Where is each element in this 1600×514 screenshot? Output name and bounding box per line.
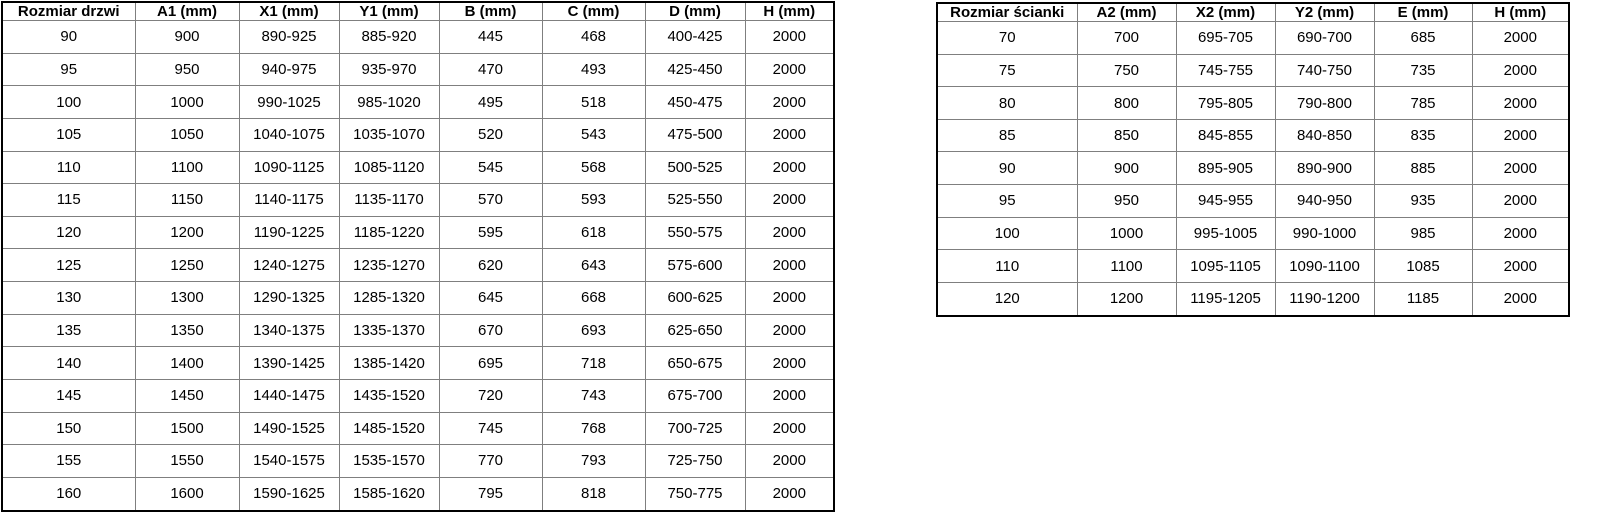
- table-cell: 695-705: [1176, 22, 1275, 55]
- table-cell: 790-800: [1275, 87, 1374, 120]
- table-cell: 895-905: [1176, 152, 1275, 185]
- table-cell: 2000: [745, 347, 834, 380]
- table-cell: 745-755: [1176, 54, 1275, 87]
- table-cell: 950: [1077, 185, 1176, 218]
- table-cell: 115: [2, 184, 135, 217]
- table-cell: 2000: [1472, 152, 1569, 185]
- table-row: [2, 282, 834, 315]
- table-cell: 85: [937, 119, 1077, 152]
- table-cell: 668: [542, 282, 645, 315]
- table-cell: 643: [542, 249, 645, 282]
- table-cell: 575-600: [645, 249, 745, 282]
- table-cell: 80: [937, 87, 1077, 120]
- table-cell: 750: [1077, 54, 1176, 87]
- table-cell: 2000: [1472, 250, 1569, 283]
- table-row: [2, 412, 834, 445]
- table-cell: 1485-1520: [339, 412, 439, 445]
- table-row: [937, 185, 1569, 218]
- table-row: [2, 216, 834, 249]
- table-cell: 935: [1374, 185, 1472, 218]
- table-cell: 500-525: [645, 151, 745, 184]
- table-cell: 1140-1175: [239, 184, 339, 217]
- table-cell: 1490-1525: [239, 412, 339, 445]
- table-row: [2, 347, 834, 380]
- table-cell: 475-500: [645, 118, 745, 151]
- table-cell: 940-950: [1275, 185, 1374, 218]
- table-cell: 1240-1275: [239, 249, 339, 282]
- table-row: [2, 379, 834, 412]
- table-cell: 445: [439, 21, 542, 54]
- table-cell: 543: [542, 118, 645, 151]
- table-cell: 1185-1220: [339, 216, 439, 249]
- table-cell: 1235-1270: [339, 249, 439, 282]
- table-cell: 2000: [745, 184, 834, 217]
- table-cell: 1400: [135, 347, 239, 380]
- table-cell: 2000: [1472, 217, 1569, 250]
- table-cell: 793: [542, 445, 645, 478]
- table-cell: 1340-1375: [239, 314, 339, 347]
- table-cell: 800: [1077, 87, 1176, 120]
- table-cell: 100: [937, 217, 1077, 250]
- table-row: [2, 477, 834, 511]
- column-header: Y1 (mm): [339, 2, 439, 21]
- table-cell: 75: [937, 54, 1077, 87]
- table-cell: 1200: [135, 216, 239, 249]
- column-header: A1 (mm): [135, 2, 239, 21]
- table-cell: 1085: [1374, 250, 1472, 283]
- table-cell: 1350: [135, 314, 239, 347]
- table-row: [937, 119, 1569, 152]
- table-cell: 1195-1205: [1176, 282, 1275, 316]
- header-row: [2, 2, 834, 21]
- table-cell: 2000: [745, 282, 834, 315]
- table-cell: 840-850: [1275, 119, 1374, 152]
- table-cell: 745: [439, 412, 542, 445]
- table-cell: 1200: [1077, 282, 1176, 316]
- table-cell: 618: [542, 216, 645, 249]
- table-cell: 150: [2, 412, 135, 445]
- table-cell: 1000: [1077, 217, 1176, 250]
- table-cell: 835: [1374, 119, 1472, 152]
- table-cell: 1000: [135, 86, 239, 119]
- wall-sizes-table: [936, 2, 1570, 317]
- table-cell: 1185: [1374, 282, 1472, 316]
- column-header: B (mm): [439, 2, 542, 21]
- table-cell: 2000: [745, 86, 834, 119]
- table-cell: 890-900: [1275, 152, 1374, 185]
- table-cell: 990-1025: [239, 86, 339, 119]
- table-cell: 620: [439, 249, 542, 282]
- column-header: H (mm): [1472, 3, 1569, 22]
- table-cell: 2000: [745, 118, 834, 151]
- table-cell: 495: [439, 86, 542, 119]
- table-row: [937, 152, 1569, 185]
- table-cell: 743: [542, 379, 645, 412]
- table-cell: 1050: [135, 118, 239, 151]
- table-row: [937, 282, 1569, 316]
- table-cell: 135: [2, 314, 135, 347]
- table-cell: 1585-1620: [339, 477, 439, 511]
- table-row: [937, 54, 1569, 87]
- column-header: C (mm): [542, 2, 645, 21]
- table-cell: 595: [439, 216, 542, 249]
- table-cell: 1600: [135, 477, 239, 511]
- table-cell: 130: [2, 282, 135, 315]
- table-cell: 550-575: [645, 216, 745, 249]
- table-cell: 568: [542, 151, 645, 184]
- table-cell: 1100: [135, 151, 239, 184]
- table-cell: 100: [2, 86, 135, 119]
- table-cell: 990-1000: [1275, 217, 1374, 250]
- column-header: D (mm): [645, 2, 745, 21]
- table-cell: 770: [439, 445, 542, 478]
- table-cell: 2000: [1472, 54, 1569, 87]
- table-cell: 570: [439, 184, 542, 217]
- table-cell: 940-975: [239, 53, 339, 86]
- table-cell: 675-700: [645, 379, 745, 412]
- column-header: Rozmiar drzwi: [2, 2, 135, 21]
- table-cell: 720: [439, 379, 542, 412]
- column-header: X1 (mm): [239, 2, 339, 21]
- table-row: [2, 53, 834, 86]
- door-table-body: [2, 21, 834, 512]
- table-cell: 140: [2, 347, 135, 380]
- table-cell: 160: [2, 477, 135, 511]
- table-cell: 1450: [135, 379, 239, 412]
- column-header: E (mm): [1374, 3, 1472, 22]
- table-cell: 2000: [745, 249, 834, 282]
- table-cell: 600-625: [645, 282, 745, 315]
- table-cell: 1500: [135, 412, 239, 445]
- header-row: [937, 3, 1569, 22]
- table-cell: 545: [439, 151, 542, 184]
- table-cell: 90: [2, 21, 135, 54]
- table-cell: 645: [439, 282, 542, 315]
- table-cell: 695: [439, 347, 542, 380]
- table-cell: 593: [542, 184, 645, 217]
- table-cell: 1190-1200: [1275, 282, 1374, 316]
- table-cell: 795: [439, 477, 542, 511]
- table-row: [2, 249, 834, 282]
- table-cell: 950: [135, 53, 239, 86]
- table-row: [937, 22, 1569, 55]
- table-cell: 1085-1120: [339, 151, 439, 184]
- table-cell: 525-550: [645, 184, 745, 217]
- table-cell: 768: [542, 412, 645, 445]
- table-row: [2, 184, 834, 217]
- table-cell: 450-475: [645, 86, 745, 119]
- table-cell: 120: [937, 282, 1077, 316]
- table-cell: 70: [937, 22, 1077, 55]
- table-cell: 650-675: [645, 347, 745, 380]
- column-header: H (mm): [745, 2, 834, 21]
- column-header: Rozmiar ścianki: [937, 3, 1077, 22]
- table-row: [937, 250, 1569, 283]
- table-cell: 1135-1170: [339, 184, 439, 217]
- table-cell: 625-650: [645, 314, 745, 347]
- table-cell: 2000: [745, 151, 834, 184]
- table-cell: 110: [937, 250, 1077, 283]
- table-cell: 400-425: [645, 21, 745, 54]
- table-cell: 945-955: [1176, 185, 1275, 218]
- table-cell: 1290-1325: [239, 282, 339, 315]
- table-cell: 885: [1374, 152, 1472, 185]
- column-header: X2 (mm): [1176, 3, 1275, 22]
- table-cell: 785: [1374, 87, 1472, 120]
- table-cell: 2000: [745, 412, 834, 445]
- table-cell: 2000: [745, 53, 834, 86]
- table-cell: 985-1020: [339, 86, 439, 119]
- table-cell: 145: [2, 379, 135, 412]
- table-cell: 1540-1575: [239, 445, 339, 478]
- table-cell: 750-775: [645, 477, 745, 511]
- table-cell: 1435-1520: [339, 379, 439, 412]
- table-cell: 2000: [1472, 185, 1569, 218]
- table-cell: 1335-1370: [339, 314, 439, 347]
- table-cell: 1035-1070: [339, 118, 439, 151]
- table-cell: 155: [2, 445, 135, 478]
- table-cell: 2000: [745, 216, 834, 249]
- table-cell: 2000: [745, 477, 834, 511]
- table-cell: 795-805: [1176, 87, 1275, 120]
- table-cell: 2000: [1472, 282, 1569, 316]
- table-cell: 1090-1125: [239, 151, 339, 184]
- door-sizes-table: [1, 1, 835, 512]
- table-row: [2, 445, 834, 478]
- table-cell: 850: [1077, 119, 1176, 152]
- table-cell: 105: [2, 118, 135, 151]
- table-cell: 1550: [135, 445, 239, 478]
- door-table-header: [2, 2, 834, 21]
- wall-table-body: [937, 22, 1569, 317]
- table-cell: 1090-1100: [1275, 250, 1374, 283]
- table-cell: 110: [2, 151, 135, 184]
- table-cell: 900: [1077, 152, 1176, 185]
- table-cell: 740-750: [1275, 54, 1374, 87]
- table-cell: 818: [542, 477, 645, 511]
- table-cell: 425-450: [645, 53, 745, 86]
- wall-table-header: [937, 3, 1569, 22]
- table-cell: 2000: [745, 21, 834, 54]
- table-cell: 1535-1570: [339, 445, 439, 478]
- table-cell: 2000: [745, 314, 834, 347]
- table-cell: 520: [439, 118, 542, 151]
- table-cell: 985: [1374, 217, 1472, 250]
- table-cell: 1095-1105: [1176, 250, 1275, 283]
- table-cell: 2000: [745, 379, 834, 412]
- table-cell: 693: [542, 314, 645, 347]
- table-row: [2, 314, 834, 347]
- table-cell: 1190-1225: [239, 216, 339, 249]
- table-cell: 735: [1374, 54, 1472, 87]
- table-cell: 670: [439, 314, 542, 347]
- table-row: [937, 217, 1569, 250]
- table-cell: 2000: [1472, 119, 1569, 152]
- table-cell: 890-925: [239, 21, 339, 54]
- table-cell: 685: [1374, 22, 1472, 55]
- table-cell: 725-750: [645, 445, 745, 478]
- table-cell: 2000: [1472, 22, 1569, 55]
- table-cell: 95: [937, 185, 1077, 218]
- table-cell: 1300: [135, 282, 239, 315]
- table-cell: 900: [135, 21, 239, 54]
- table-cell: 1100: [1077, 250, 1176, 283]
- column-header: Y2 (mm): [1275, 3, 1374, 22]
- table-cell: 700: [1077, 22, 1176, 55]
- table-row: [2, 118, 834, 151]
- table-cell: 95: [2, 53, 135, 86]
- table-cell: 1040-1075: [239, 118, 339, 151]
- column-header: A2 (mm): [1077, 3, 1176, 22]
- table-cell: 493: [542, 53, 645, 86]
- table-row: [2, 86, 834, 119]
- table-cell: 518: [542, 86, 645, 119]
- table-cell: 90: [937, 152, 1077, 185]
- table-cell: 1150: [135, 184, 239, 217]
- table-cell: 1385-1420: [339, 347, 439, 380]
- table-cell: 120: [2, 216, 135, 249]
- table-cell: 700-725: [645, 412, 745, 445]
- table-cell: 718: [542, 347, 645, 380]
- table-row: [2, 151, 834, 184]
- table-cell: 1590-1625: [239, 477, 339, 511]
- table-row: [2, 21, 834, 54]
- table-cell: 2000: [1472, 87, 1569, 120]
- table-cell: 1440-1475: [239, 379, 339, 412]
- table-cell: 470: [439, 53, 542, 86]
- table-cell: 935-970: [339, 53, 439, 86]
- table-cell: 2000: [745, 445, 834, 478]
- table-cell: 468: [542, 21, 645, 54]
- table-cell: 1285-1320: [339, 282, 439, 315]
- table-cell: 885-920: [339, 21, 439, 54]
- table-cell: 1390-1425: [239, 347, 339, 380]
- table-cell: 690-700: [1275, 22, 1374, 55]
- table-cell: 1250: [135, 249, 239, 282]
- table-cell: 995-1005: [1176, 217, 1275, 250]
- table-row: [937, 87, 1569, 120]
- table-cell: 125: [2, 249, 135, 282]
- table-cell: 845-855: [1176, 119, 1275, 152]
